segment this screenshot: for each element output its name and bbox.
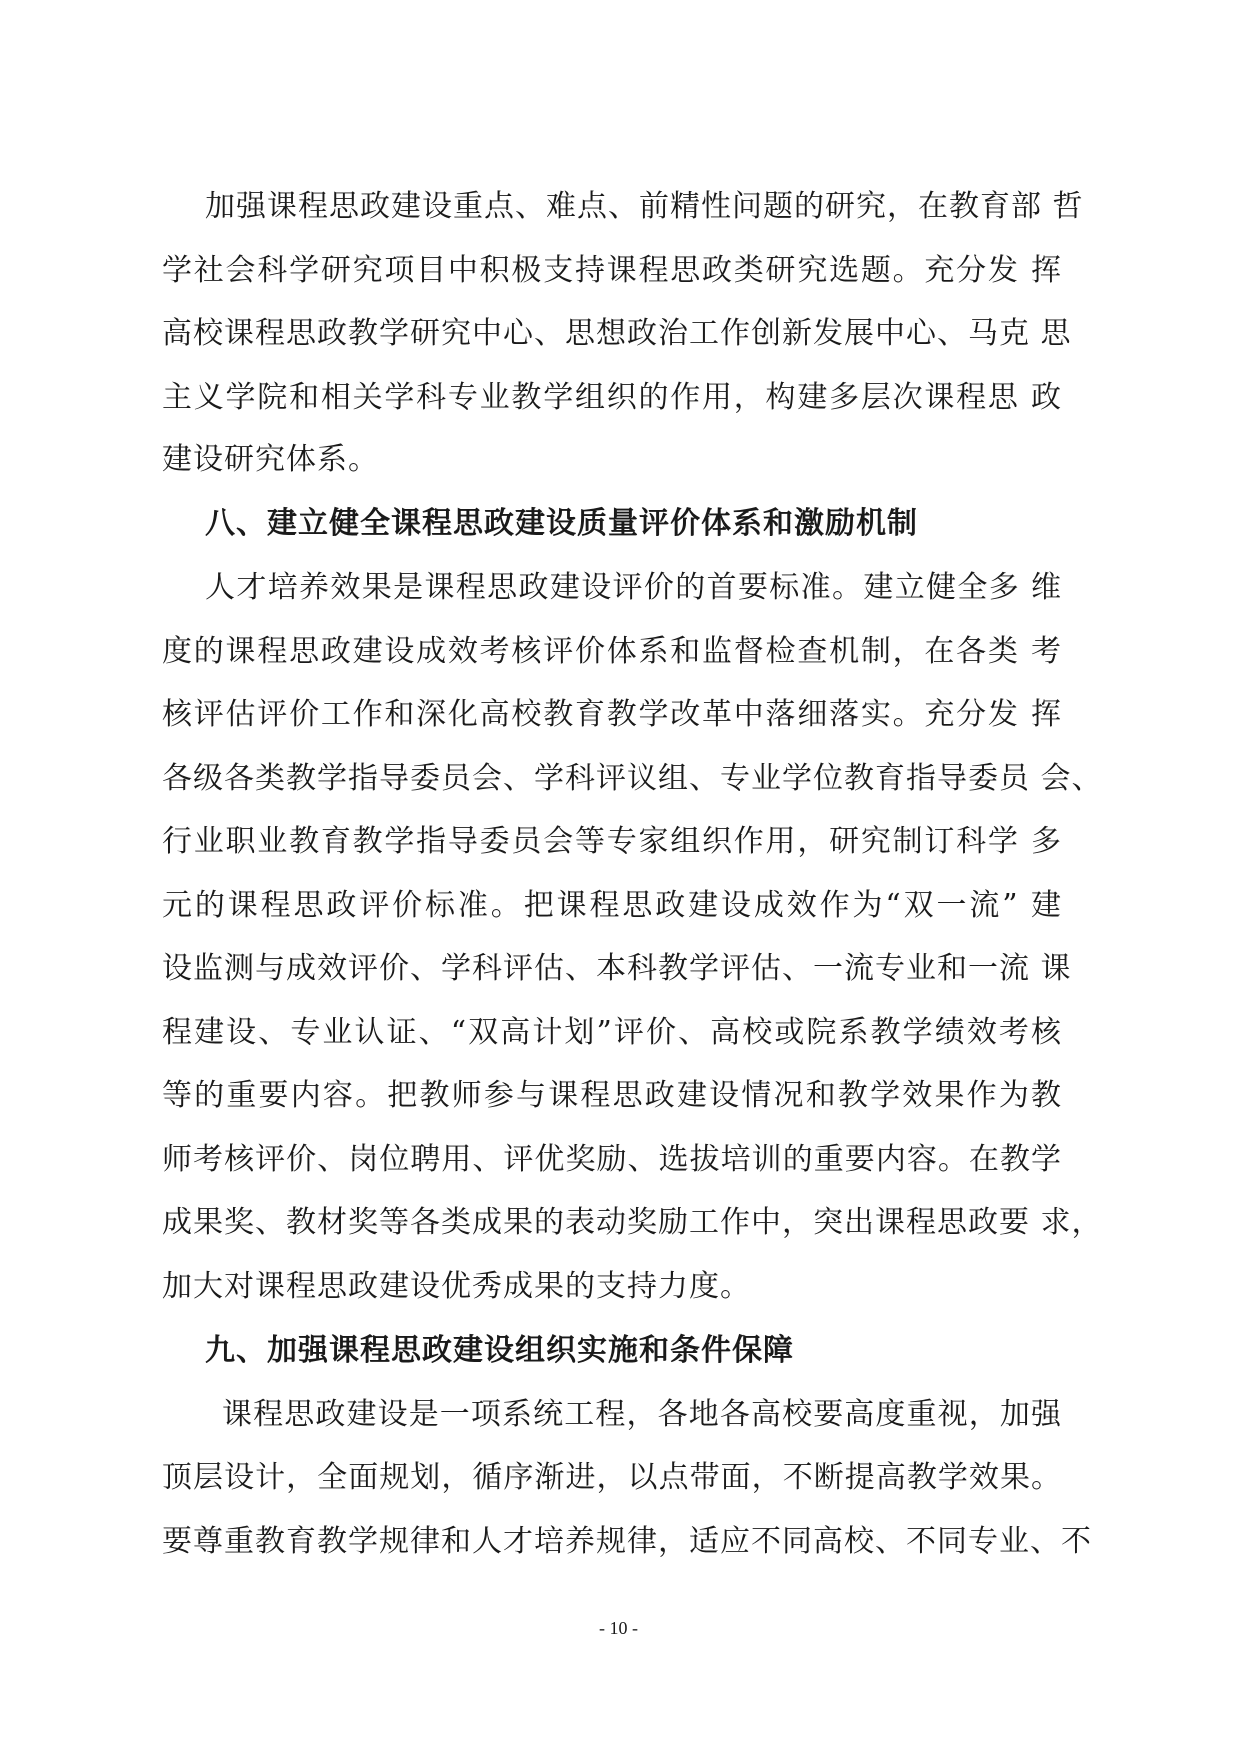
paragraph-line: 高校课程思政教学研究中心、思想政治工作创新发展中心、马克 思 (162, 316, 1072, 351)
paragraph-line: 核评估评价工作和深化高校教育教学改革中落细落实。充分发 挥 (162, 697, 1062, 732)
paragraph-line: 学社会科学研究项目中积极支持课程思政类研究选题。充分发 挥 (162, 253, 1062, 288)
paragraph-line: 要尊重教育教学规律和人才培养规律，适应不同高校、不同专业、不 (162, 1524, 1092, 1559)
paragraph-line: 主义学院和相关学科专业教学组织的作用，构建多层次课程思 政 (162, 380, 1062, 415)
paragraph-line: 课程思政建设是一项系统工程，各地各高校要高度重视，加强 (222, 1397, 1062, 1432)
paragraph-line: 元的课程思政评价标准。把课程思政建设成效作为“双一流” 建 (162, 888, 1062, 923)
paragraph-line: 建设研究体系。 (162, 442, 379, 477)
paragraph-line: 师考核评价、岗位聘用、评优奖励、选拔培训的重要内容。在教学 (162, 1142, 1062, 1177)
section-heading: 八、建立健全课程思政建设质量评价体系和激励机制 (205, 506, 918, 541)
page-number: - 10 - (599, 1618, 638, 1638)
paragraph-line: 等的重要内容。把教师参与课程思政建设情况和教学效果作为教 (162, 1078, 1062, 1113)
paragraph-line: 顶层设计，全面规划，循序渐进，以点带面，不断提高教学效果。 (162, 1460, 1062, 1495)
paragraph-line: 人才培养效果是课程思政建设评价的首要标准。建立健全多 维 (205, 570, 1062, 605)
paragraph-line: 加大对课程思政建设优秀成果的支持力度。 (162, 1269, 751, 1304)
paragraph-line: 度的课程思政建设成效考核评价体系和监督检查机制，在各类 考 (162, 634, 1062, 669)
paragraph-line: 程建设、专业认证、“双高计划”评价、高校或院系教学绩效考核 (162, 1015, 1062, 1050)
paragraph-line: 各级各类教学指导委员会、学科评议组、专业学位教育指导委员 会、 (162, 761, 1103, 796)
section-heading: 九、加强课程思政建设组织实施和条件保障 (205, 1333, 794, 1368)
paragraph-line: 成果奖、教材奖等各类成果的表动奖励工作中，突出课程思政要 求， (162, 1205, 1103, 1240)
paragraph-line: 加强课程思政建设重点、难点、前精性问题的研究，在教育部 哲 (205, 189, 1084, 224)
paragraph-line: 设监测与成效评价、学科评估、本科教学评估、一流专业和一流 课 (162, 951, 1072, 986)
paragraph-line: 行业职业教育教学指导委员会等专家组织作用，研究制订科学 多 (162, 824, 1062, 859)
